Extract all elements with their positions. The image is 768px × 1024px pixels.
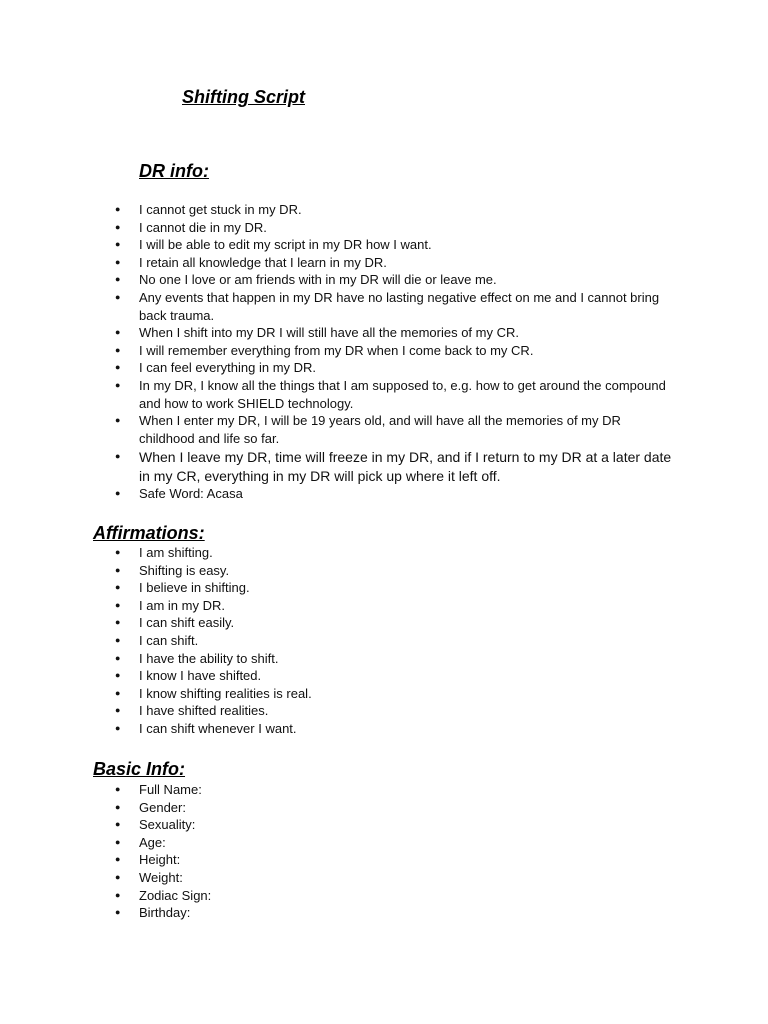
basic-info-list bbox=[139, 781, 679, 922]
list-item: ● No one I love or am friends with in my DR will die or leave me. bbox=[139, 271, 679, 289]
list-item: ● I can shift. bbox=[139, 632, 679, 650]
list-item: ● I am shifting. bbox=[139, 544, 679, 562]
list-item: ● Height: bbox=[139, 851, 679, 869]
page-title: Shifting Script bbox=[182, 87, 305, 107]
list-item: ● I will be able to edit my script in my DR how I want. bbox=[139, 236, 679, 254]
list-item: ● I can feel everything in my DR. bbox=[139, 359, 679, 377]
section-heading-basic-info: Basic Info: bbox=[93, 759, 186, 779]
list-item: ● In my DR, I know all the things that I am supposed to, e.g. how to get around the compound and how to work SHIELD technology. bbox=[139, 377, 679, 412]
list-item: ● When I shift into my DR I will still have all the memories of my CR. bbox=[139, 324, 679, 342]
list-item: ● When I leave my DR, time will freeze in my DR, and if I return to my DR at a later date in my CR, everything in my DR will pick up where it left off. bbox=[139, 448, 679, 485]
list-item: ● I can shift easily. bbox=[139, 614, 679, 632]
section-heading-dr-info: DR info: bbox=[139, 161, 209, 181]
list-item: ● Gender: bbox=[139, 799, 679, 817]
list-item: ● Full Name: bbox=[139, 781, 679, 799]
list-item: ● I cannot get stuck in my DR. bbox=[139, 201, 679, 219]
list-item: ● I know I have shifted. bbox=[139, 667, 679, 685]
list-item: ● Safe Word: Acasa bbox=[139, 485, 679, 503]
list-item: ● I will remember everything from my DR when I come back to my CR. bbox=[139, 342, 679, 360]
list-item: ● I retain all knowledge that I learn in my DR. bbox=[139, 254, 679, 272]
list-item: ● I have the ability to shift. bbox=[139, 650, 679, 668]
list-item: ● Age: bbox=[139, 834, 679, 852]
list-item: ● I can shift whenever I want. bbox=[139, 720, 679, 738]
dr-info-list bbox=[139, 201, 679, 503]
list-item: ● I have shifted realities. bbox=[139, 702, 679, 720]
list-item: ● I cannot die in my DR. bbox=[139, 219, 679, 237]
list-item: ● I believe in shifting. bbox=[139, 579, 679, 597]
list-item: ● Sexuality: bbox=[139, 816, 679, 834]
list-item: ● Weight: bbox=[139, 869, 679, 887]
list-item: ● I am in my DR. bbox=[139, 597, 679, 615]
list-item: ● Any events that happen in my DR have no lasting negative effect on me and I cannot bring back trauma. bbox=[139, 289, 679, 324]
list-item: ● I know shifting realities is real. bbox=[139, 685, 679, 703]
list-item: ● Birthday: bbox=[139, 904, 679, 922]
section-heading-affirmations: Affirmations: bbox=[93, 523, 205, 543]
affirmations-list bbox=[139, 544, 679, 738]
list-item: ● Zodiac Sign: bbox=[139, 887, 679, 905]
list-item: ● Shifting is easy. bbox=[139, 562, 679, 580]
list-item: ● When I enter my DR, I will be 19 years old, and will have all the memories of my DR childhood and life so far. bbox=[139, 412, 679, 447]
